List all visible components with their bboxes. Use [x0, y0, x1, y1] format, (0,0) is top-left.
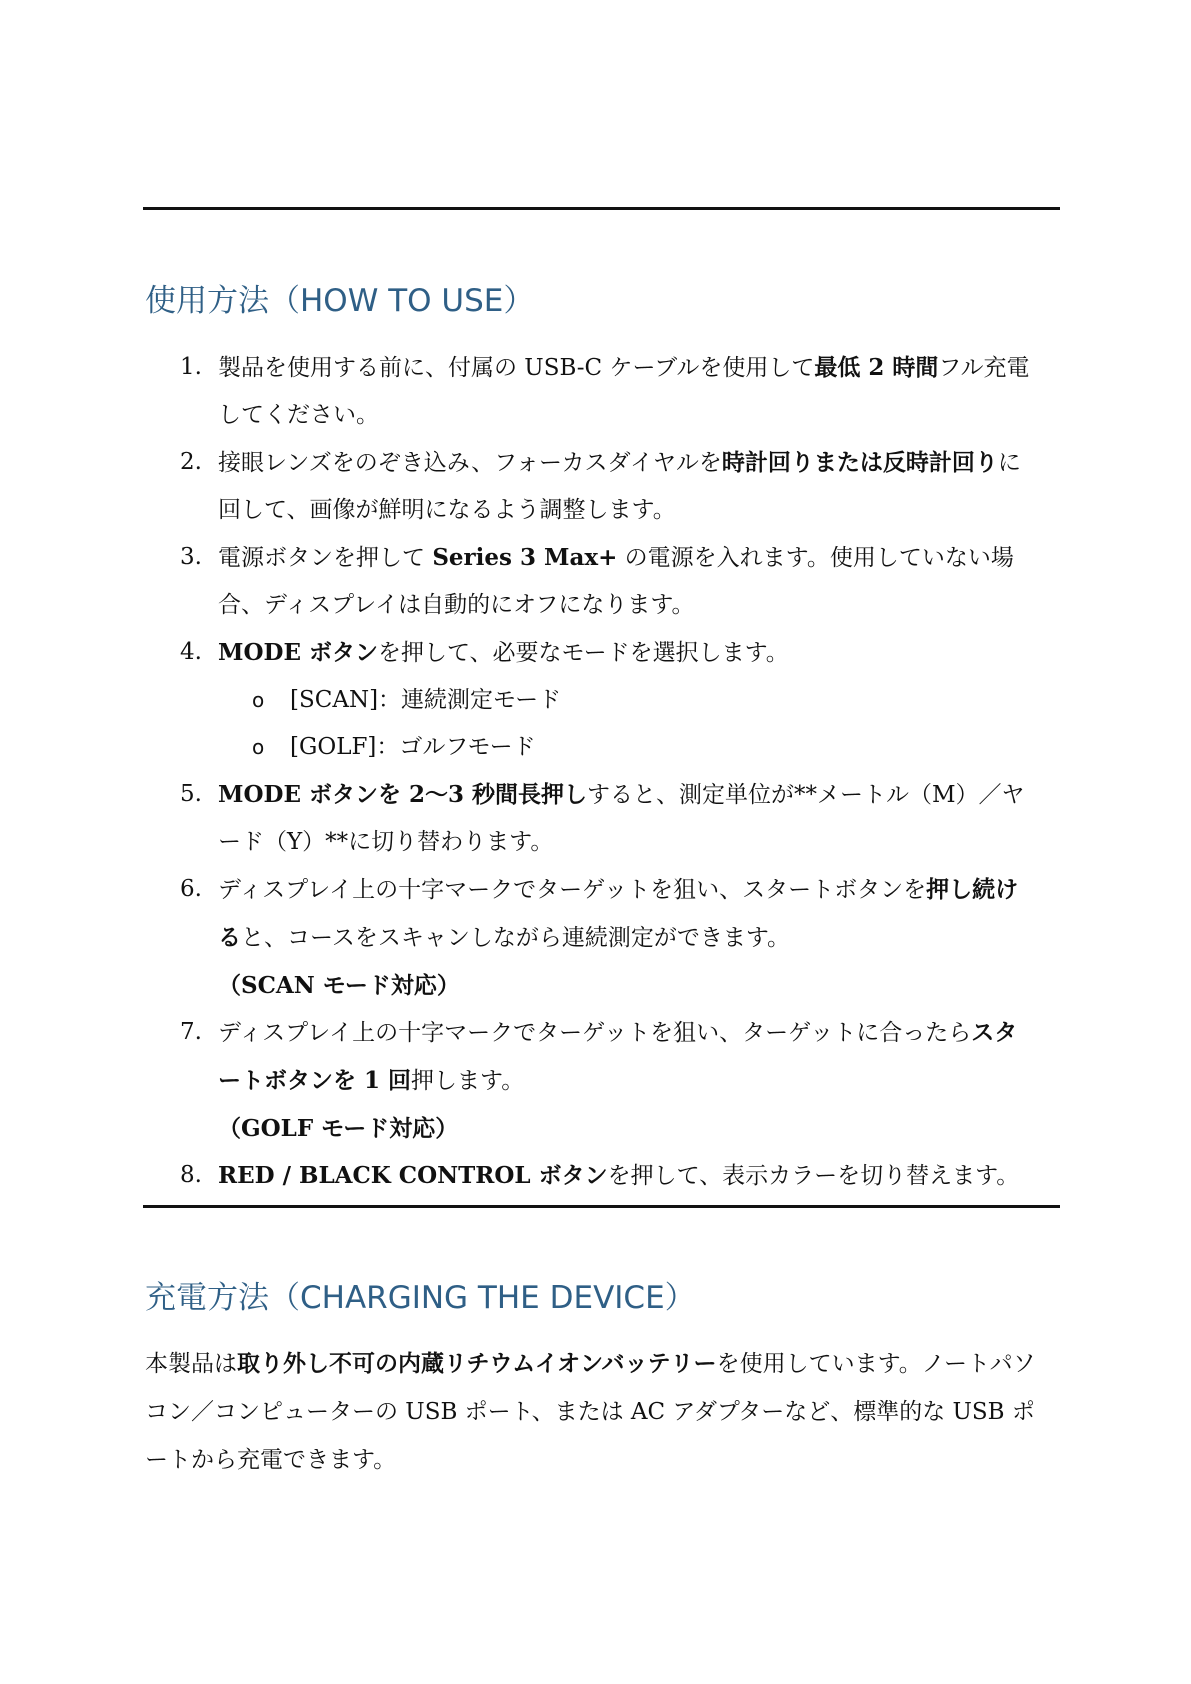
emphasis: 最低 2 時間 [814, 354, 939, 381]
step-number: 3. [180, 544, 202, 570]
golf-mode-note: （GOLF モード対応） [218, 1115, 459, 1142]
emphasis: 取り外し不可の内蔵リチウムイオンバッテリー [237, 1350, 717, 1377]
middle-divider [143, 1205, 1060, 1208]
emphasis: MODE ボタンを 2〜3 秒間長押し [218, 781, 587, 808]
how-to-use-steps [0, 344, 1191, 1200]
step-number: 6. [180, 876, 202, 902]
mode-scan: o [SCAN]：連続測定モード [0, 677, 1191, 724]
step-8: 8. RED / BLACK CONTROL ボタンを押して、表示カラーを切り替えます。 [0, 1152, 1040, 1200]
step-3: 3. 電源ボタンを押して Series 3 Max+ の電源を入れます。使用していない場合、ディスプレイは自動的にオフになります。 [0, 534, 1040, 629]
step-1: 1. 製品を使用する前に、付属の USB-C ケーブルを使用して最低 2 時間フル充電してください。 [0, 344, 1040, 439]
step-7: 7. ディスプレイ上の十字マークでターゲットを狙い、ターゲットに合ったらスタートボタンを 1 回押します。 [0, 1009, 1040, 1105]
emphasis: 時計回りまたは反時計回り [721, 449, 998, 476]
top-divider [143, 207, 1060, 210]
step-4: 4. MODE ボタンを押して、必要なモードを選択します。 [0, 629, 1040, 677]
charging-paragraph: 本製品は取り外し不可の内蔵リチウムイオンバッテリーを使用しています。ノートパソコン／コンピューターの USB ポート、または AC アダプターなど、標準的な USB ポートから充電できます。 [145, 1350, 1036, 1473]
step-number: 7. [180, 1019, 202, 1045]
step-6: 6. ディスプレイ上の十字マークでターゲットを狙い、スタートボタンを押し続けると、コースをスキャンしながら連続測定ができます。 [0, 866, 1040, 962]
emphasis: Series 3 Max+ [432, 544, 618, 571]
step-number: 8. [180, 1162, 202, 1188]
step-number: 1. [180, 354, 202, 380]
step-number: 2. [180, 449, 202, 475]
how-to-use-heading: 使用方法（HOW TO USE） [145, 283, 535, 319]
step-5: 5. MODE ボタンを 2〜3 秒間長押しすると、測定単位が**メートル（M）／ヤード（Y）**に切り替わります。 [0, 771, 1040, 866]
mode-golf: o [GOLF]：ゴルフモード [0, 724, 1191, 771]
bullet-icon: o [252, 688, 265, 712]
step-2: 2. 接眼レンズをのぞき込み、フォーカスダイヤルを時計回りまたは反時計回りに回して、画像が鮮明になるよう調整します。 [0, 439, 1040, 534]
emphasis: MODE ボタン [218, 639, 378, 666]
scan-mode-note: （SCAN モード対応） [218, 972, 460, 999]
step-number: 5. [180, 781, 202, 807]
emphasis: 押し続ける [218, 876, 1019, 951]
emphasis: スタートボタンを 1 回 [218, 1019, 1018, 1094]
charging-heading: 充電方法（CHARGING THE DEVICE） [145, 1280, 696, 1316]
step-number: 4. [180, 639, 202, 665]
bullet-icon: o [252, 735, 265, 759]
emphasis: RED / BLACK CONTROL ボタン [218, 1162, 608, 1189]
